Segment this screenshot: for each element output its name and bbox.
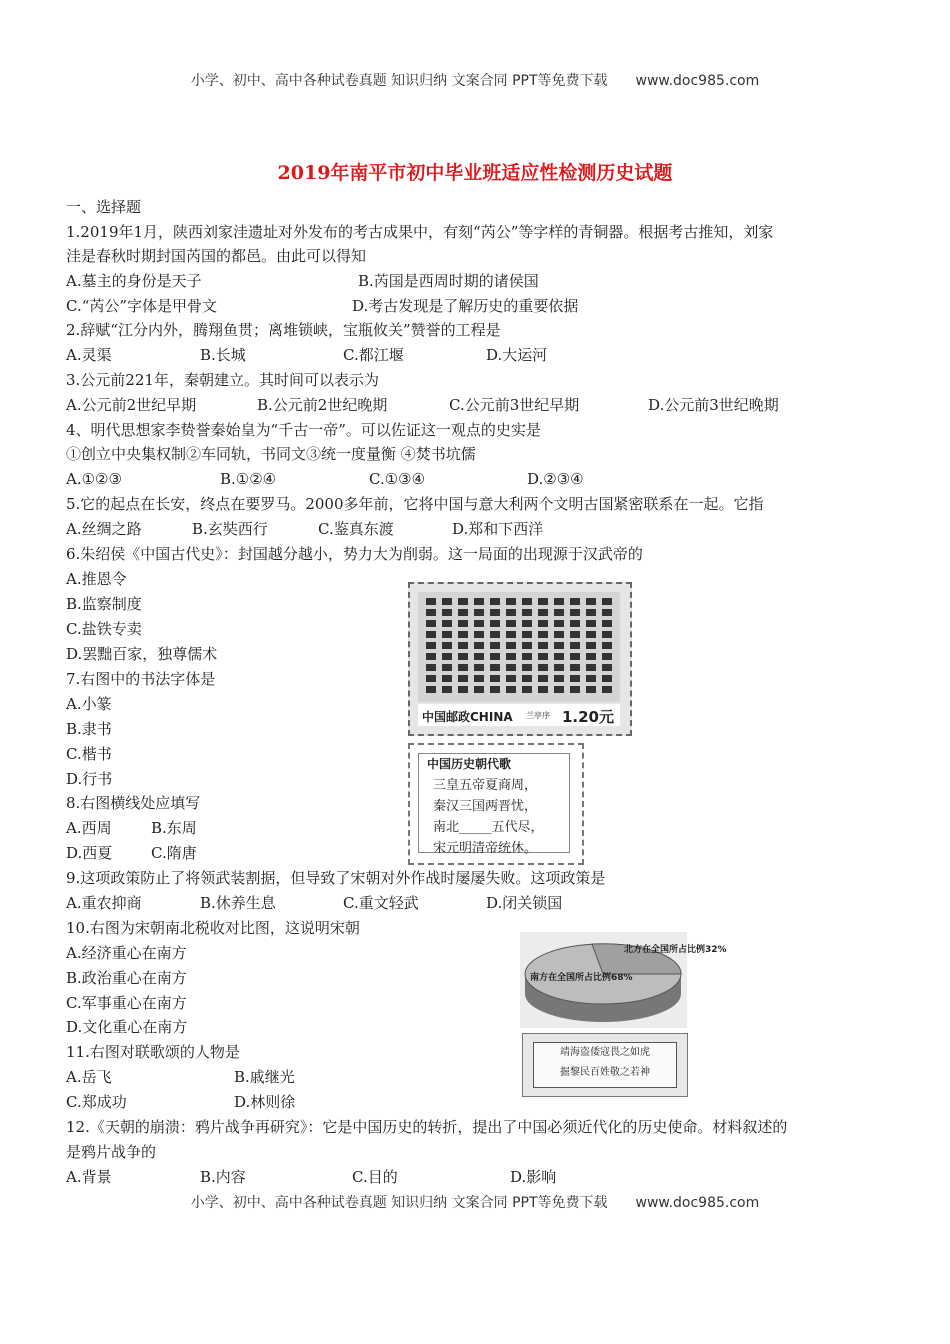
option: C.“芮公”字体是甲骨文 [66,297,218,315]
option: B.戚继光 [234,1068,295,1086]
option: D.考古发现是了解历史的重要依据 [352,297,579,315]
song-line: 秦汉三国两晋忧， [433,799,538,814]
option: B.内容 [200,1168,246,1186]
option: C.鉴真东渡 [318,520,394,538]
q7-stem: 7.右图中的书法字体是 [66,670,216,688]
q4-items: ①创立中央集权制②车同轨，书同文③统一度量衡 ④焚书坑儒 [66,445,476,463]
option: D.林则徐 [234,1093,296,1111]
pie-label-south: 南方在全国所占比例68% [530,973,633,983]
q2-stem: 2.辞赋“江分内外，腾翔鱼贯；离堆锁峡，宝瓶攸关”赞誉的工程是 [66,321,501,339]
option: C.军事重心在南方 [66,994,187,1012]
q12-stem-cont: 是鸦片战争的 [66,1143,157,1161]
option: D.影响 [510,1168,557,1186]
q9-stem: 9.这项政策防止了将领武装割据，但导致了宋朝对外作战时屡屡失败。这项政策是 [66,869,606,887]
q8-stem: 8.右图横线处应填写 [66,794,201,812]
option: A.①②③ [66,470,122,488]
option: D.文化重心在南方 [66,1018,188,1036]
stamp-name: 兰亭序 [526,711,550,720]
q12-stem: 12.《天朝的崩溃：鸦片战争再研究》：它是中国历史的转折，提出了中国必须近代化的历史使命。材料叙述的 [66,1118,788,1136]
option: C.目的 [352,1168,398,1186]
option: B.政治重心在南方 [66,969,187,987]
page-title: 2019年南平市初中毕业班适应性检测历史试题 [277,162,673,184]
q1-stem-cont: 洼是春秋时期封国芮国的都邑。由此可以得知 [66,247,367,265]
q5-stem: 5.它的起点在长安，终点在要罗马。2000多年前，它将中国与意大利两个文明古国紧密联系在一起。它指 [66,495,764,513]
header-url[interactable]: www.doc985.com [635,73,760,89]
option: A.丝绸之路 [66,520,142,538]
q4-stem: 4、明代思想家李贽誉秦始皇为“千古一帝”。可以佐证这一观点的史实是 [66,421,541,439]
header-text: 小学、初中、高中各种试卷真题 知识归纳 文案合同 PPT等免费下载 [190,73,608,89]
page-footer [0,1192,950,1212]
option: B.公元前2世纪晚期 [257,396,388,414]
q3-stem: 3.公元前221年，秦朝建立。其时间可以表示为 [66,371,379,389]
stamp-footer [418,704,620,726]
option: A.岳飞 [66,1068,112,1086]
couplet-line: 靖海盗倭寇畏之如虎 [560,1047,650,1058]
option: D.大运河 [486,346,548,364]
option: A.公元前2世纪早期 [66,396,197,414]
dynasty-song-image [408,743,584,865]
q6-stem: 6.朱绍侯《中国古代史》：封国越分越小，势力大为削弱。这一局面的出现源于汉武帝的 [66,545,643,563]
option: D.西夏 [66,844,113,862]
option: A.小篆 [66,695,112,713]
option: B.东周 [151,819,197,837]
option: A.推恩令 [66,570,127,588]
calligraphy-stamp-image [408,582,632,736]
option: A.经济重心在南方 [66,944,187,962]
song-line: 南北_____五代尽， [433,820,544,835]
q1-stem: 1.2019年1月，陕西刘家洼遗址对外发布的考古成果中，有刻“芮公”等字样的青铜器。根据考古推知，刘家 [66,223,774,241]
footer-url[interactable]: www.doc985.com [635,1195,760,1211]
stamp-value: 1.20元 [561,708,614,726]
option: C.郑成功 [66,1093,127,1111]
option: D.公元前3世纪晚期 [648,396,779,414]
option: A.西周 [66,819,112,837]
option: C.盐铁专卖 [66,620,142,638]
song-title: 中国历史朝代歌 [427,757,512,771]
option: D.罢黜百家，独尊儒术 [66,645,218,663]
calligraphy-text-image [418,592,620,702]
option: A.重农抑商 [66,894,142,912]
page-header [0,70,950,90]
q11-stem: 11.右图对联歌颂的人物是 [66,1043,240,1061]
option: D.闭关锁国 [486,894,563,912]
option: B.监察制度 [66,595,142,613]
option: D.②③④ [527,470,584,488]
option: C.楷书 [66,745,112,763]
couplet-line: 掘黎民百姓敬之若神 [560,1067,650,1078]
option: A.墓主的身份是天子 [66,272,202,290]
pie-label-north: 北方在全国所占比例32% [624,945,727,955]
option: C.都江堰 [343,346,404,364]
option: A.灵渠 [66,346,112,364]
option: C.隋唐 [151,844,197,862]
option: C.①③④ [369,470,426,488]
q10-stem: 10.右图为宋朝南北税收对比图，这说明宋朝 [66,919,360,937]
option: B.芮国是西周时期的诸侯国 [358,272,539,290]
option: B.隶书 [66,720,112,738]
option: B.①②④ [220,470,277,488]
song-line: 宋元明清帝统休。 [433,841,538,856]
stamp-brand: 中国邮政CHINA [422,710,513,724]
section-heading: 一、选择题 [66,198,142,216]
option: B.休养生息 [200,894,276,912]
option: C.公元前3世纪早期 [449,396,580,414]
tax-pie-chart [520,932,727,1028]
song-line: 三皇五帝夏商周， [433,778,538,793]
option: D.行书 [66,770,113,788]
option: C.重文轻武 [343,894,419,912]
couplet-scroll-image [522,1033,688,1097]
option: A.背景 [66,1168,112,1186]
footer-text: 小学、初中、高中各种试卷真题 知识归纳 文案合同 PPT等免费下载 [190,1195,608,1211]
option: B.玄奘西行 [192,520,268,538]
option: B.长城 [200,346,246,364]
option: D.郑和下西洋 [452,520,544,538]
